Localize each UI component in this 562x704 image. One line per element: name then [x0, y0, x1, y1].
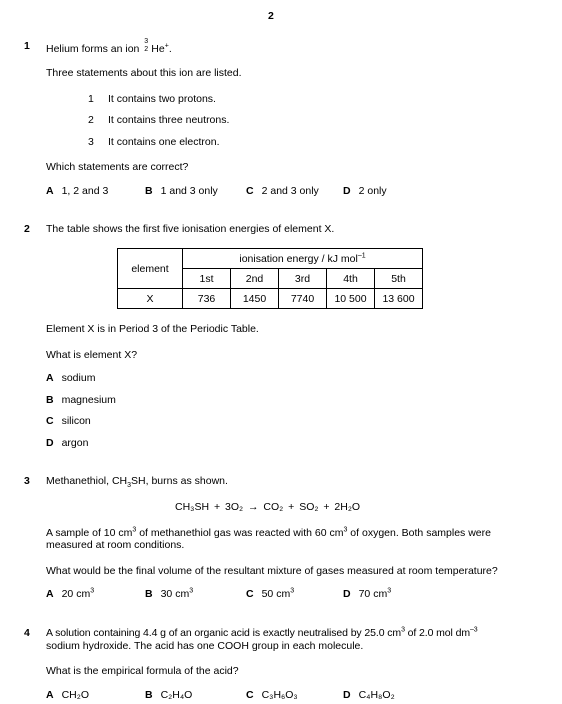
option-letter: A — [46, 588, 54, 600]
q4-option-c[interactable] — [246, 689, 298, 701]
line-1-b: of 2.0 mol dm — [404, 627, 470, 639]
line-1-a: A solution containing 4.4 g of an organic acid is exactly neutralised by 25.0 cm — [46, 627, 402, 639]
ion-mass-number: 3 — [144, 38, 149, 45]
question-1-stem — [46, 40, 172, 55]
statement-3-text: It contains one electron. — [108, 136, 220, 148]
statement-1-text: It contains two protons. — [108, 93, 216, 105]
q4-option-b[interactable] — [145, 689, 192, 701]
statement-2-text: It contains three neutrons. — [108, 114, 230, 126]
q3-option-b[interactable] — [145, 588, 193, 600]
option-letter: A — [46, 372, 54, 384]
question-1-stem-text: Helium forms an ion — [46, 43, 143, 55]
option-letter: D — [343, 588, 351, 600]
question-1-number: 1 — [24, 40, 30, 52]
stem-subscript: 3 — [127, 482, 132, 490]
option-text: 30 cm — [160, 588, 190, 600]
combustion-equation: CH₃SH + 3O₂ → CO₂ + SO₂ + 2H₂O — [175, 501, 361, 513]
option-text: 20 cm — [61, 588, 91, 600]
column-header-3rd: 3rd — [279, 269, 327, 289]
question-2-number: 2 — [24, 223, 30, 235]
stem-text-b: SH, burns as shown. — [131, 475, 228, 487]
question-2-stem: The table shows the first five ionisation energies of element X. — [46, 223, 335, 235]
q1-option-a[interactable] — [46, 185, 108, 197]
option-exponent: 3 — [387, 587, 392, 595]
q1-option-d[interactable] — [343, 185, 387, 197]
question-1-prompt: Which statements are correct? — [46, 161, 189, 173]
option-letter: A — [46, 689, 54, 701]
statement-3-number: 3 — [88, 136, 94, 148]
statement-1-number: 1 — [88, 93, 94, 105]
question-2-prompt: What is element X? — [46, 349, 138, 361]
option-exponent: 3 — [290, 587, 295, 595]
ionisation-energy-table — [117, 248, 423, 309]
q3-option-a[interactable] — [46, 588, 94, 600]
table-header-ionisation-energy — [183, 249, 423, 269]
column-header-2nd: 2nd — [231, 269, 279, 289]
dm-3-exponent: –3 — [470, 626, 478, 634]
option-letter: C — [246, 689, 254, 701]
option-text: 50 cm — [261, 588, 291, 600]
option-exponent: 3 — [90, 587, 95, 595]
ionisation-energy-label: ionisation energy / kJ mol — [239, 252, 358, 265]
option-letter: D — [343, 689, 351, 701]
cm3-exponent: 3 — [343, 526, 348, 534]
option-text: 2 only — [358, 185, 387, 197]
column-header-1st: 1st — [183, 269, 231, 289]
option-exponent: 3 — [189, 587, 194, 595]
option-letter: C — [246, 588, 254, 600]
option-letter: C — [46, 415, 54, 427]
cm3-exponent: 3 — [401, 626, 405, 634]
table-cell-ie4: 10 500 — [327, 289, 375, 309]
column-header-5th: 5th — [375, 269, 423, 289]
option-letter: D — [343, 185, 351, 197]
question-3-prompt: What would be the final volume of the resultant mixture of gases measured at room temperature? — [46, 565, 498, 577]
option-letter: D — [46, 437, 54, 449]
page-number: 2 — [268, 10, 274, 22]
option-text: magnesium — [61, 394, 116, 406]
question-4-line-2: sodium hydroxide. The acid has one COOH group in each molecule. — [46, 640, 364, 652]
q2-option-a[interactable] — [46, 372, 95, 384]
q2-option-b[interactable] — [46, 394, 116, 406]
question-4-number: 4 — [24, 627, 30, 639]
question-3-line-1 — [46, 527, 491, 539]
q2-option-c[interactable] — [46, 415, 91, 427]
unit-exponent: –1 — [357, 252, 366, 259]
option-letter: B — [145, 689, 153, 701]
question-3-number: 3 — [24, 475, 30, 487]
option-text: 2 and 3 only — [261, 185, 319, 197]
option-text: 1 and 3 only — [160, 185, 218, 197]
column-header-4th: 4th — [327, 269, 375, 289]
option-letter: A — [46, 185, 54, 197]
option-text: C₂H₄O — [160, 689, 193, 701]
option-letter: B — [145, 185, 153, 197]
q1-option-c[interactable] — [246, 185, 319, 197]
table-header-element: element — [118, 249, 183, 289]
question-1-intro: Three statements about this ion are listed. — [46, 67, 242, 79]
q4-option-a[interactable] — [46, 689, 89, 701]
question-1-stem-end: . — [168, 43, 172, 55]
table-cell-ie5: 13 600 — [375, 289, 423, 309]
table-cell-element: X — [118, 289, 183, 309]
table-cell-ie3: 7740 — [279, 289, 327, 309]
statement-2-number: 2 — [88, 114, 94, 126]
question-3-stem — [46, 475, 228, 490]
question-4-prompt: What is the empirical formula of the acid? — [46, 665, 239, 677]
option-text: sodium — [61, 372, 96, 384]
table-cell-ie2: 1450 — [231, 289, 279, 309]
helium-ion-nuclide — [144, 40, 150, 54]
line-1-b: of methanethiol gas was reacted with 60 cm — [136, 527, 344, 539]
option-text: 1, 2 and 3 — [61, 185, 109, 197]
table-cell-ie1: 736 — [183, 289, 231, 309]
cm3-exponent: 3 — [132, 526, 137, 534]
q2-option-d[interactable] — [46, 437, 88, 449]
option-text: 70 cm — [358, 588, 388, 600]
option-text: C₃H₆O₃ — [261, 689, 298, 701]
option-text: argon — [61, 437, 89, 449]
option-letter: B — [46, 394, 54, 406]
q1-option-b[interactable] — [145, 185, 218, 197]
q4-option-d[interactable] — [343, 689, 395, 701]
option-text: CH₂O — [61, 689, 90, 701]
q3-option-c[interactable] — [246, 588, 294, 600]
q3-option-d[interactable] — [343, 588, 391, 600]
option-text: C₄H₈O₂ — [358, 689, 395, 701]
option-letter: B — [145, 588, 153, 600]
question-4-line-1 — [46, 627, 478, 639]
line-1-c: of oxygen. Both samples were — [347, 527, 491, 539]
question-2-info: Element X is in Period 3 of the Periodic Table. — [46, 323, 259, 335]
option-letter: C — [246, 185, 254, 197]
table-row — [118, 289, 423, 309]
question-3-line-2: measured at room conditions. — [46, 539, 185, 551]
stem-text-a: Methanethiol, CH — [46, 475, 128, 487]
ion-charge: + — [164, 42, 169, 50]
ion-symbol: He — [151, 43, 165, 55]
option-text: silicon — [61, 415, 91, 427]
ion-atomic-number: 2 — [144, 46, 149, 53]
line-1-a: A sample of 10 cm — [46, 527, 133, 539]
